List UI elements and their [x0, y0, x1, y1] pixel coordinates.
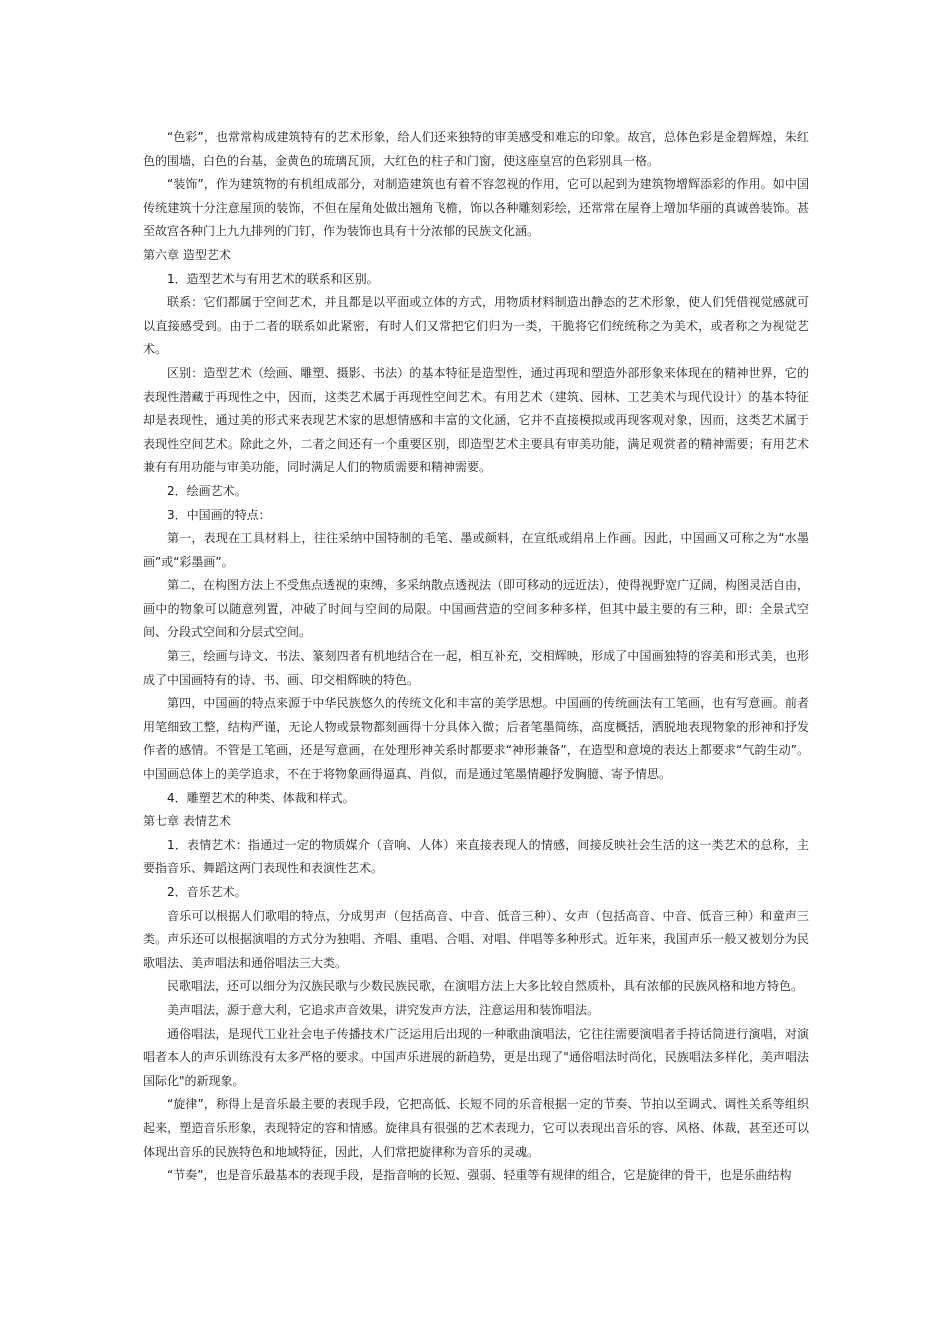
paragraph-difference: 区别：造型艺术（绘画、雕塑、摄影、书法）的基本特征是造型性，通过再现和塑造外部形象来体现在的精神世界，它的表现性潜藏于再现性之中，因而，这类艺术属于再现性空间艺术。有用艺术（建筑、园林、工艺美术与现代设计）的基本特征却是表现性，通过美的形式来表现艺术家的思想情感和丰富的文化涵，它并不直接模拟或再现客观对象，因而，这类艺术属于表现性空间艺术。除此之外，二者之间还有一个重要区别，即造型艺术主要具有审美功能，满足观赏者的精神需要；有用艺术兼有有用功能与审美功能，同时满足人们的物质需要和精神需要。: [143, 365, 809, 475]
paragraph-bel-canto: 美声唱法，源于意大利，它追求声音效果，讲究发声方法，注意运用和装饰唱法。: [167, 1002, 600, 1017]
chapter-7-heading: 第七章 表情艺术: [143, 814, 231, 829]
paragraph-color: “色彩”，也常常构成建筑特有的艺术形象，给人们还来独特的审美感受和难忘的印象。故宫，总体色彩是金碧辉煌，朱红色的围墙，白色的台基，金黄色的琉璃瓦顶，大红色的柱子和门窗，使这座皇宫的色彩别具一格。: [143, 130, 809, 168]
paragraph-popular-singing: 通俗唱法，是现代工业社会电子传播技术广泛运用后出现的一种歌曲演唱法，它往往需要演唱者手持话筒进行演唱，对演唱者本人的声乐训练没有太多严格的要求。中国声乐进展的新趋势，更是出现了"通俗唱法时尚化，民族唱法多样化，美声唱法国际化"的新现象。: [143, 1026, 809, 1088]
item-music-heading: 2．音乐艺术。: [167, 885, 247, 899]
paragraph-folk-singing: 民歌唱法，还可以细分为汉族民歌与少数民族民歌，在演唱方法上大多比较自然质朴，具有浓郁的民族风格和地方特色。: [167, 979, 804, 994]
paragraph-third: 第三，绘画与诗文、书法、篆刻四者有机地结合在一起，相互补充，交相辉映，形成了中国画独特的容美和形式美，也形成了中国画特有的诗、书、画、印交相辉映的特色。: [143, 649, 809, 687]
item-3-heading: 3．中国画的特点：: [167, 507, 271, 522]
item-4-heading: 4．雕塑艺术的种类、体裁和样式。: [167, 790, 355, 805]
paragraph-rhythm: “节奏”，也是音乐最基本的表现手段，是指音响的长短、强弱、轻重等有规律的组合，它是旋律的骨干，也是乐曲结构: [167, 1168, 792, 1183]
paragraph-first: 第一，表现在工具材料上，往往采纳中国特制的毛笔、墨或颜料，在宣纸或绢帛上作画。因此，中国画又可称之为“水墨画”或“彩墨画”。: [143, 531, 809, 569]
paragraph-second: 第二，在构图方法上不受焦点透视的束缚，多采纳散点透视法（即可移动的远近法），使得视野宽广辽阔，构图灵活自由，画中的物象可以随意列置，冲破了时间与空间的局限。中国画营造的空间多种多样，但其中最主要的有三种，即：全景式空间、分段式空间和分层式空间。: [143, 578, 810, 640]
item-1-heading: 1．造型艺术与有用艺术的联系和区别。: [167, 271, 379, 286]
paragraph-vocal-types: 音乐可以根据人们歌唱的特点，分成男声（包括高音、中音、低音三种）、女声（包括高音、中音、低音三种）和童声三类。声乐还可以根据演唱的方式分为独唱、齐唱、重唱、合唱、对唱、伴唱等多种形式。近年来，我国声乐一般又被划分为民歌唱法、美声唱法和通俗唱法三大类。: [143, 908, 809, 970]
paragraph-expressive-art: 1．表情艺术：指通过一定的物质媒介（音响、人体）来直接表现人的情感，间接反映社会生活的这一类艺术的总称，主要指音乐、舞蹈这两门表现性和表演性艺术。: [143, 837, 809, 876]
chapter-6-heading: 第六章 造型艺术: [143, 247, 231, 262]
item-2-heading: 2．绘画艺术。: [167, 483, 247, 498]
paragraph-fourth: 第四，中国画的特点来源于中华民族悠久的传统文化和丰富的美学思想。中国画的传统画法有工笔画，也有写意画。前者用笔细致工整，结构严谨，无论人物或景物都刻画得十分具体入微；后者笔墨简练，高度概括，洒脱地表现物象的形神和抒发作者的感情。不管是工笔画，还是写意画，在处理形神关系时都要求“神形兼备”，在造型和意境的表达上都要求“气韵生动”。中国画总体上的美学追求，不在于将物象画得逼真、肖似，而是通过笔墨情趣抒发胸臆、寄予情思。: [143, 696, 809, 782]
paragraph-melody: “旋律”，称得上是音乐最主要的表现手段，它把高低、长短不同的乐音根据一定的节奏、节拍以至调式、调性关系等组织起来，塑造音乐形象，表现特定的容和情感。旋律具有很强的艺术表现力，它可以表现出音乐的容、风格、体裁，甚至还可以体现出音乐的民族特色和地域特征，因此，人们常把旋律称为音乐的灵魂。: [143, 1097, 809, 1159]
paragraph-decoration: “装饰”，作为建筑物的有机组成部分，对制造建筑也有着不容忽视的作用，它可以起到为建筑物增辉添彩的作用。如中国传统建筑十分注意屋顶的装饰，不但在屋角处做出翘角飞檐，饰以各种雕刻彩绘，还常常在屋脊上增加华丽的真诚兽装饰。甚至故宫各种门上九九排列的门钉，作为装饰也具有十分浓郁的民族文化涵。: [143, 177, 809, 239]
document-body: [143, 126, 809, 1188]
paragraph-connection: 联系：它们都属于空间艺术，并且都是以平面或立体的方式，用物质材料制造出静态的艺术形象，使人们凭借视觉感就可以直接感受到。由于二者的联系如此紧密，有时人们又常把它们归为一类，干脆将它们统统称之为美术，或者称之为视觉艺术。: [143, 295, 809, 357]
